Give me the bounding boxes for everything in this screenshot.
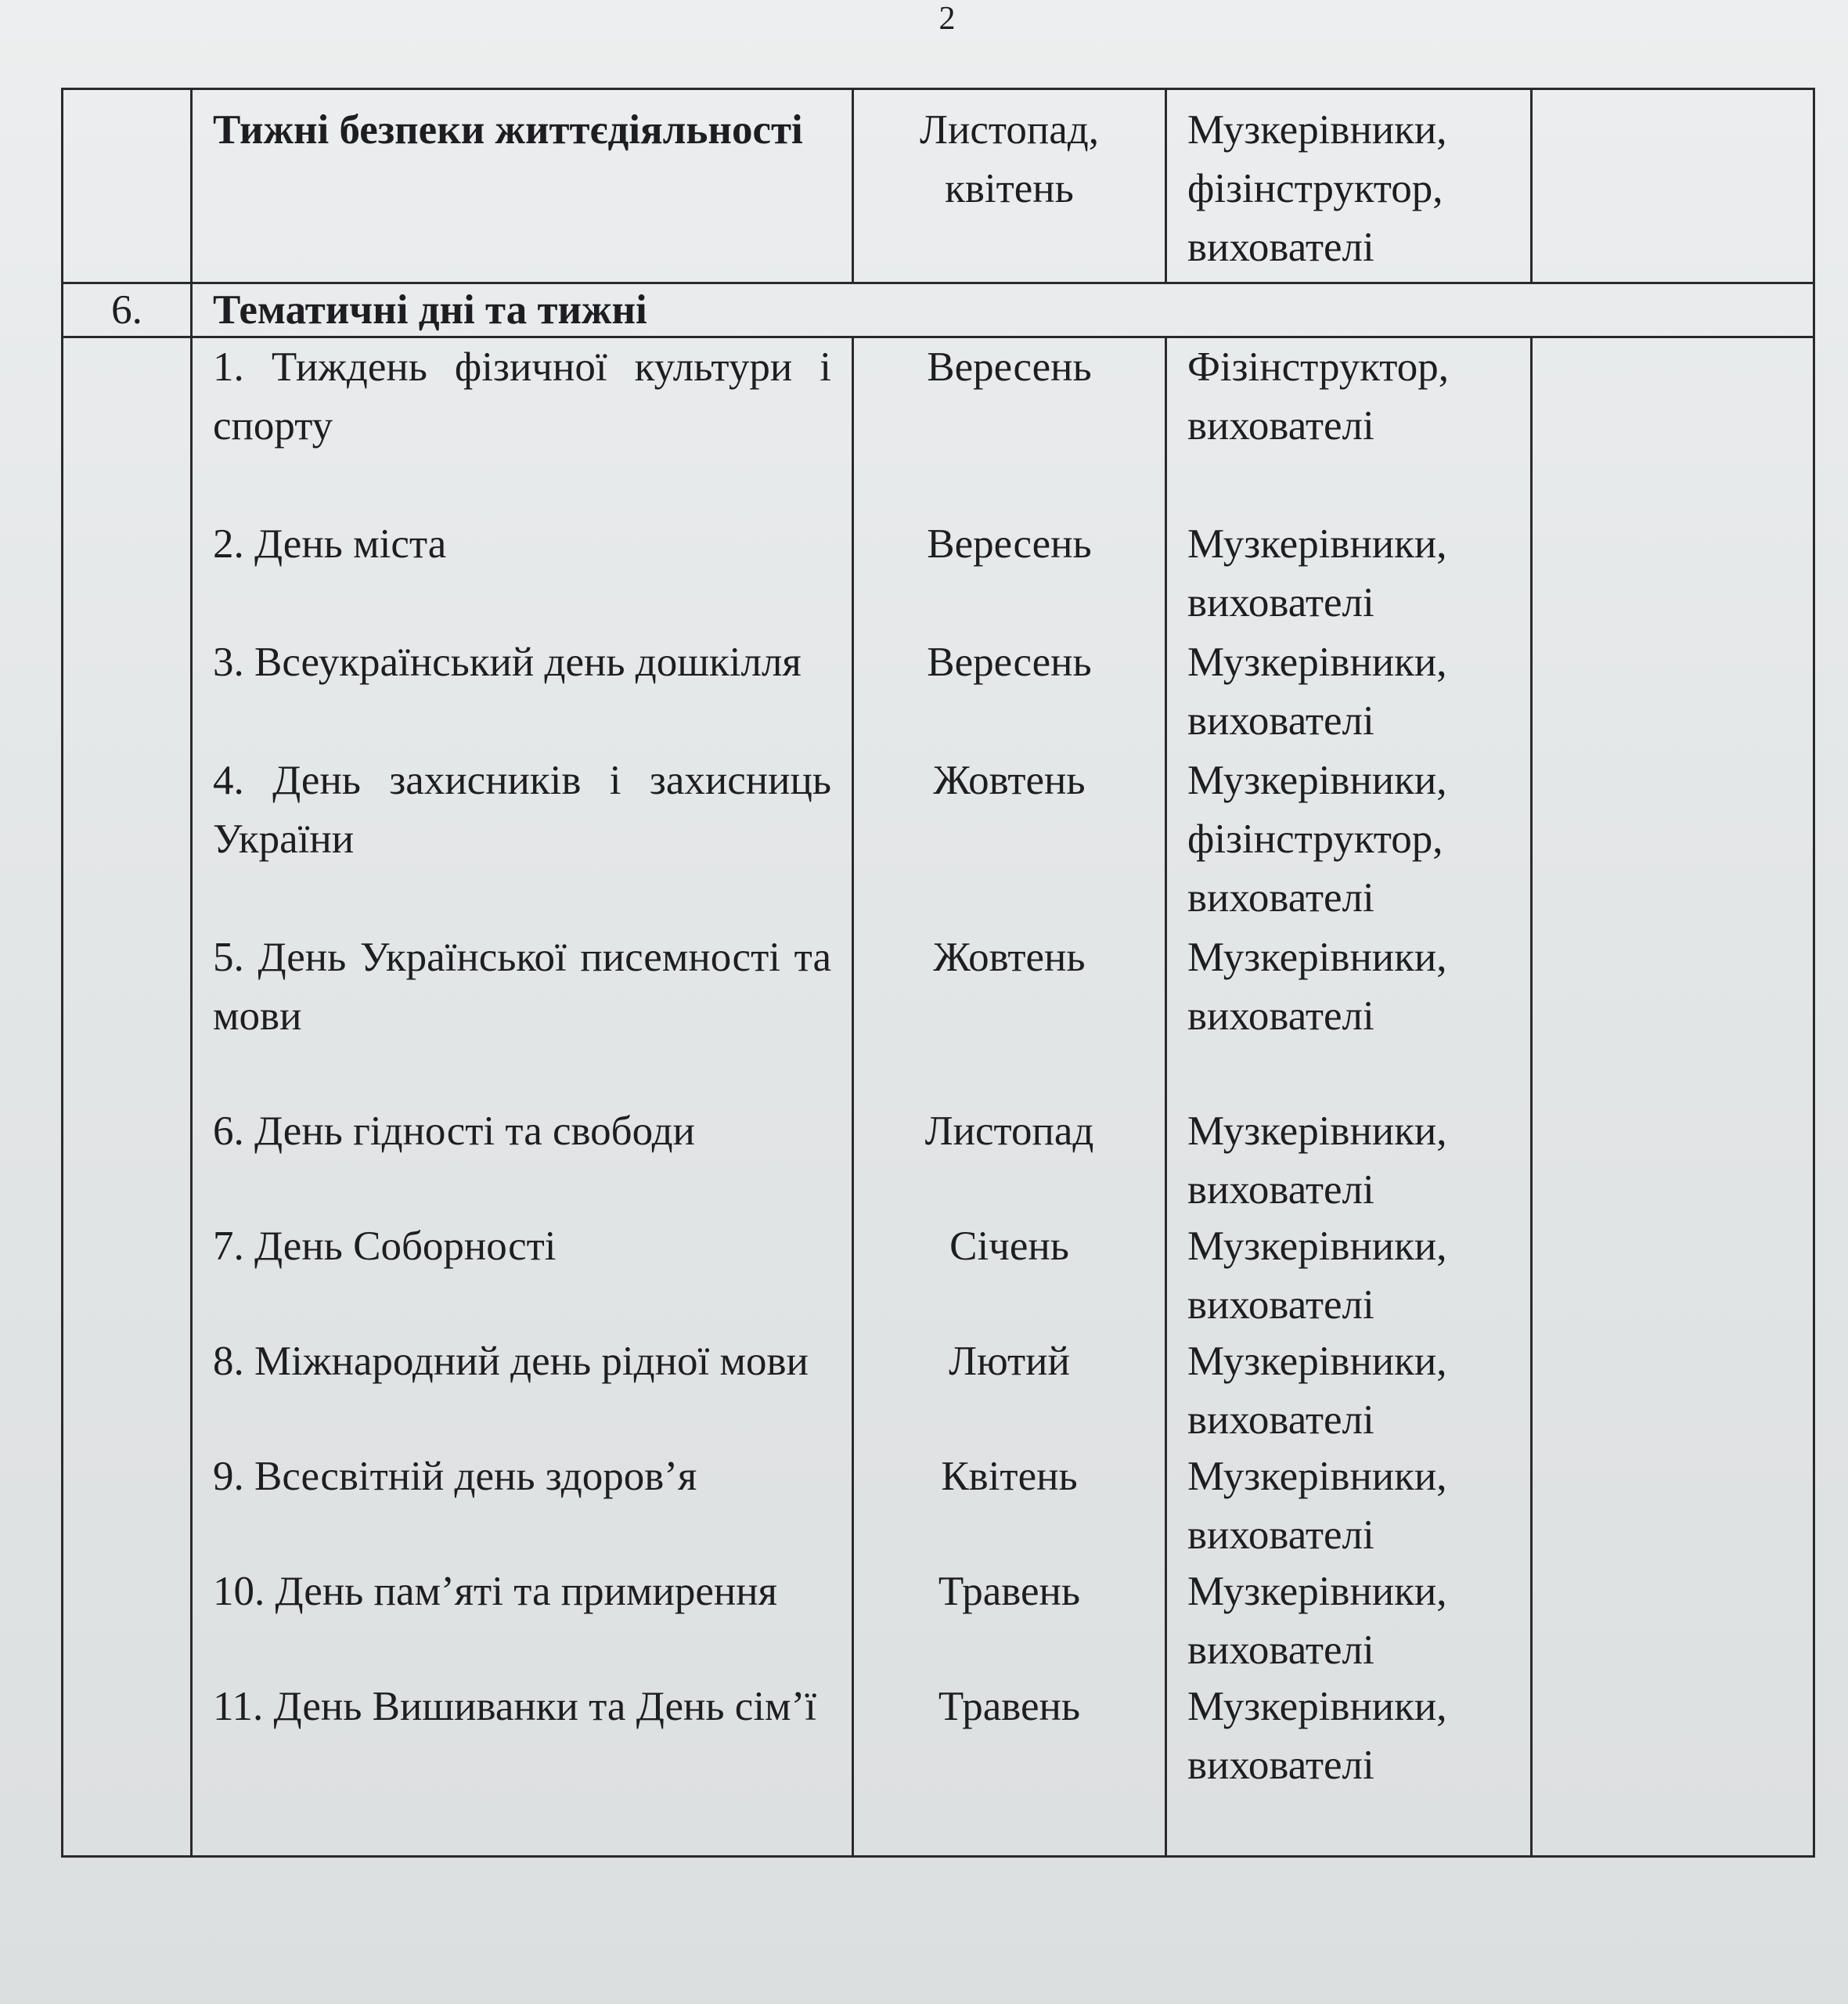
date-item: Жовтень [933, 935, 1086, 980]
event-item: 1. Тиждень фізичної культури і спорту [213, 344, 831, 449]
date-item: Січень [949, 1224, 1069, 1269]
date-item: Жовтень [933, 758, 1086, 803]
date-item: Листопад [924, 1108, 1094, 1154]
responsible-item: Музкерівники, вихователі [1187, 1224, 1447, 1328]
event-item: 9. Всесвітній день здоров’я [213, 1454, 697, 1499]
page-number: 2 [938, 1, 956, 37]
event-item: 10. День пам’яті та примирення [213, 1569, 778, 1614]
section-title: Тематичні дні та тижні [192, 283, 1814, 337]
event-item: 7. День Соборності [213, 1224, 557, 1269]
dates-column [853, 337, 1166, 1857]
event-item: 8. Міжнародний день рідної мови [213, 1339, 809, 1384]
responsible-item: Музкерівники, вихователі [1187, 640, 1447, 744]
responsible-item: Музкерівники, вихователі [1187, 935, 1447, 1039]
event-item: 6. День гідності та свободи [213, 1108, 695, 1154]
table-row-safety-weeks [63, 89, 1814, 283]
note-cell [1532, 89, 1814, 283]
responsible-cell: Музкерівники, фізінструктор, вихователі [1166, 89, 1532, 283]
responsible-item: Музкерівники, вихователі [1187, 1108, 1447, 1213]
event-item: 2. День міста [213, 521, 447, 567]
event-item: 11. День Вишиванки та День сім’ї [213, 1684, 816, 1729]
date-item: Травень [938, 1684, 1081, 1729]
row-number-cell-empty [63, 337, 192, 1857]
responsible-item: Музкерівники, вихователі [1187, 1339, 1447, 1443]
date-item: Вересень [927, 640, 1092, 685]
date-item: Травень [938, 1569, 1081, 1614]
date-item: Квітень [941, 1454, 1078, 1499]
responsible-column [1166, 337, 1532, 1857]
section-number: 6. [63, 283, 192, 337]
section-row [63, 283, 1814, 337]
row-number-cell [63, 89, 192, 283]
responsible-item: Фізінструктор, вихователі [1187, 344, 1450, 449]
events-column [192, 337, 853, 1857]
events-table [61, 88, 1815, 1858]
date-item: Лютий [949, 1339, 1070, 1384]
responsible-item: Музкерівники, вихователі [1187, 521, 1447, 625]
event-item: 4. День захисників і захисниць України [213, 758, 831, 862]
responsible-item: Музкерівники, вихователі [1187, 1454, 1447, 1558]
responsible-item: Музкерівники, фізінструктор, вихователі [1187, 758, 1447, 921]
event-cell: Тижні безпеки життєдіяльності [192, 89, 853, 283]
event-item: 5. День Української писемності та мови [213, 935, 831, 1039]
date-item: Вересень [927, 344, 1092, 390]
note-column [1532, 337, 1814, 1857]
date-item: Вересень [927, 521, 1092, 567]
responsible-item: Музкерівники, вихователі [1187, 1684, 1447, 1788]
event-item: 3. Всеукраїнський день дошкілля [213, 640, 802, 685]
thematic-days-row [63, 337, 1814, 1857]
responsible-item: Музкерівники, вихователі [1187, 1569, 1447, 1673]
date-cell: Листопад, квітень [853, 89, 1166, 283]
